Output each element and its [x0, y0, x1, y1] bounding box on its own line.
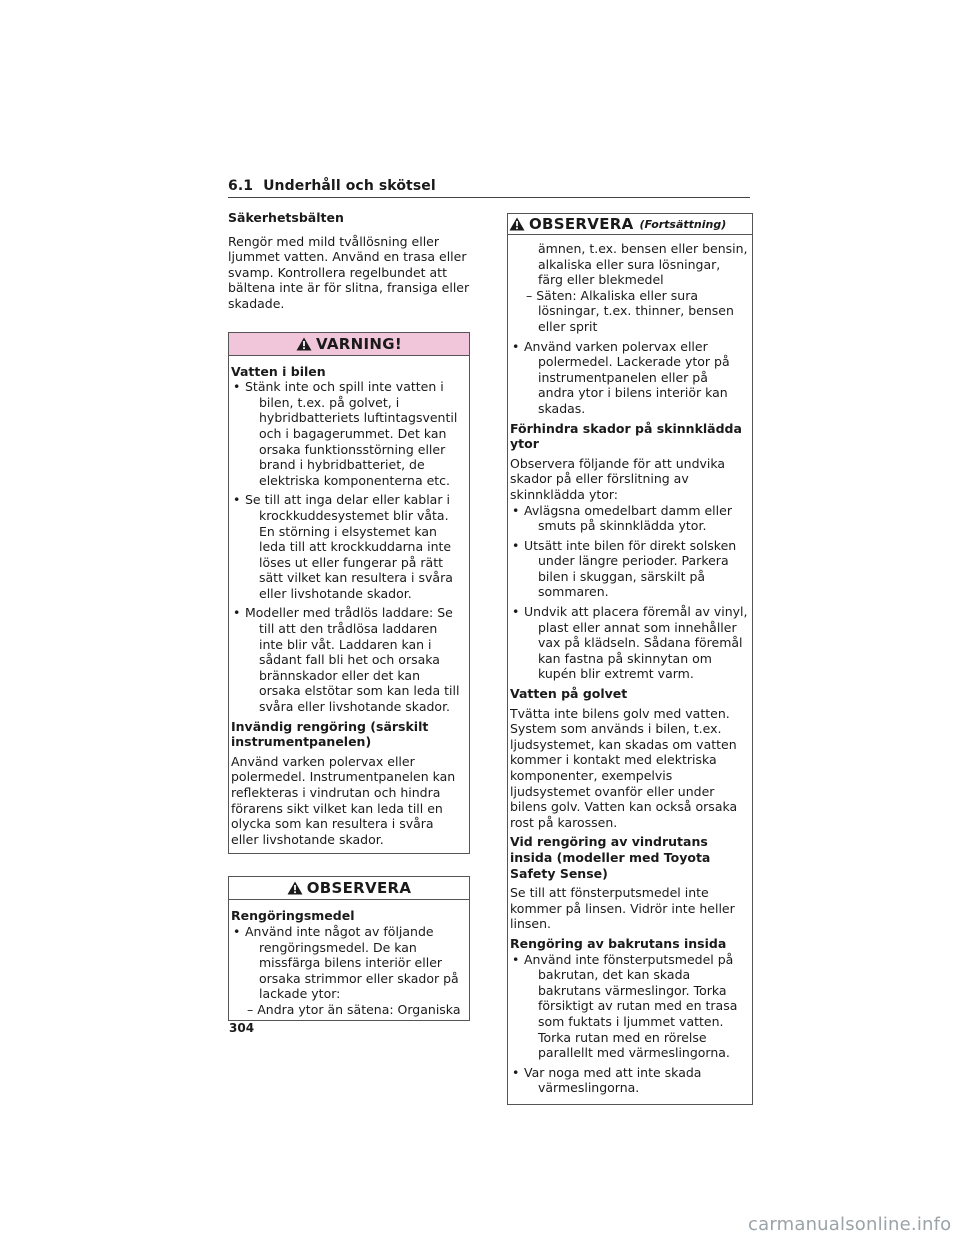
footer-watermark: carmanualsonline.info: [748, 1214, 952, 1235]
list-item: • Var noga med att inte skada värmeslingorna.: [512, 1064, 702, 1096]
list-item: • Se till att inga delar eller kablar i krockkuddesystemet blir våta. En störning i elsystemet kan leda till att krockkuddarna inte löses ut eller fungerar på rätt sätt vilket kan resultera i svåra eller livshotande skador.: [233, 492, 453, 601]
belts-heading: Säkerhetsbälten: [228, 210, 344, 225]
caution-continued-header: [508, 213, 752, 235]
caution-header: [229, 877, 469, 900]
warning-body: [229, 356, 469, 854]
caution-label: OBSERVERA: [306, 879, 412, 898]
caution-continued-body: [508, 235, 752, 1104]
caution-dash-seats: – Säten: Alkaliska eller sura lösningar, t.ex. thinner, bensen eller sprit: [526, 287, 734, 334]
caution-dash-item: – Andra ytor än sätena: Organiska: [247, 1001, 461, 1017]
warning-interior-text: Använd varken polervax eller polermedel. Instrumentpanelen kan reflekteras i vindrutan och hindra förarens sikt vilket kan leda till en olycka som kan resultera i svåra eller livshotande skador.: [231, 753, 456, 847]
rear-window-list: [510, 952, 748, 1096]
caution-body: [229, 900, 469, 1019]
list-item: • Utsätt inte bilen för direkt solsken under längre perioder. Parkera bilen i skuggan, särskilt på sommaren.: [512, 537, 737, 600]
caution-label: OBSERVERA: [529, 215, 634, 233]
warning-list: [231, 379, 463, 714]
caution-dash-continued: ämnen, t.ex. bensen eller bensin, alkaliska eller sura lösningar, färg eller blekmedel: [538, 241, 748, 288]
section-title: Underhåll och skötsel: [263, 178, 436, 194]
list-item: • Använd inte fönsterputsmedel på bakrutan, det kan skada bakrutans värmeslingor. Torka försiktigt av rutan med en trasa som fuktats i ljummet vatten. Torka rutan med en rörelse parallellt med värmeslingorna.: [512, 951, 738, 1061]
list-item: • Använd inte något av följande rengöringsmedel. De kan missfärga bilens interiör eller orsaka strimmor eller skador på lackade ytor:: [233, 923, 459, 1002]
warning-box: [228, 332, 470, 855]
warning-heading-interior: Invändig rengöring (särskilt instrumentpanelen): [231, 718, 429, 750]
right-column-caution-box: [507, 213, 753, 1105]
left-column: [228, 210, 470, 1021]
list-item: • Modeller med trådlös laddare: Se till att den trådlösa laddaren inte blir våt. Laddaren kan i sådant fall bli het och orsaka brännskador eller det kan orsaka elstötar som kan leda till svåra eller livshotande skador.: [233, 605, 460, 715]
caution-list: [231, 924, 463, 1002]
continued-label: (Fortsättning): [639, 217, 727, 231]
list-item: • Använd varken polervax eller polermedel. Lackerade ytor på instrumentpanelen eller på andra ytor i bilens interiör kan skadas.: [512, 338, 730, 416]
belts-text: Rengör med mild tvållösning eller ljummet vatten. Använd en trasa eller svamp. Kontrollera regelbundet att bältena inte är för slitna, fransiga eller skadade.: [228, 233, 470, 311]
warning-heading-water: Vatten i bilen: [231, 363, 326, 379]
floor-text: Tvätta inte bilens golv med vatten. System som används i bilen, t.ex. ljudsystemet, kan skadas om vatten kommer i kontakt med elektriska komponenter, exempelvis ljudsystemet ovanför eller under bilens golv. Vatten kan också orsaka rost på karossen.: [510, 705, 738, 830]
windshield-heading: Vid rengöring av vindrutans insida (modeller med Toyota Safety Sense): [510, 834, 711, 881]
caution-heading-cleaners: Rengöringsmedel: [231, 908, 355, 924]
list-item: • Stänk inte och spill inte vatten i bilen, t.ex. på golvet, i hybridbatteriets luftintagsventil och i bagagerummet. Det kan orsaka funktionsstörning eller brand i hybridbatteriet, de elektriska komponenterna etc.: [233, 379, 458, 488]
leather-text: Observera följande för att undvika skador på eller förslitning av skinnklädda ytor:: [510, 455, 726, 502]
rear-window-heading: Rengöring av bakrutans insida: [510, 935, 727, 951]
caution-triangle-icon: [287, 881, 303, 895]
warning-header: [229, 333, 469, 356]
warning-triangle-icon: [296, 337, 312, 351]
floor-heading: Vatten på golvet: [510, 686, 628, 702]
caution-wax-list: [510, 339, 748, 417]
section-header: [228, 178, 750, 198]
warning-label: VARNING!: [316, 334, 402, 353]
section-number: 6.1: [228, 178, 254, 194]
windshield-text: Se till att fönsterputsmedel inte kommer på linsen. Vidrör inte heller linsen.: [510, 885, 735, 932]
leather-heading: Förhindra skador på skinnklädda ytor: [510, 420, 742, 452]
leather-list: [510, 503, 748, 683]
page-number: 304: [229, 1021, 255, 1035]
list-item: • Avlägsna omedelbart damm eller smuts på skinnklädda ytor.: [512, 502, 732, 534]
caution-box: [228, 876, 470, 1020]
list-item: • Undvik att placera föremål av vinyl, plast eller annat som innehåller vax på klädseln. Sådana föremål kan fastna på skinnytan om kupén blir extremt varm.: [512, 604, 748, 682]
caution-triangle-icon: [509, 217, 525, 231]
